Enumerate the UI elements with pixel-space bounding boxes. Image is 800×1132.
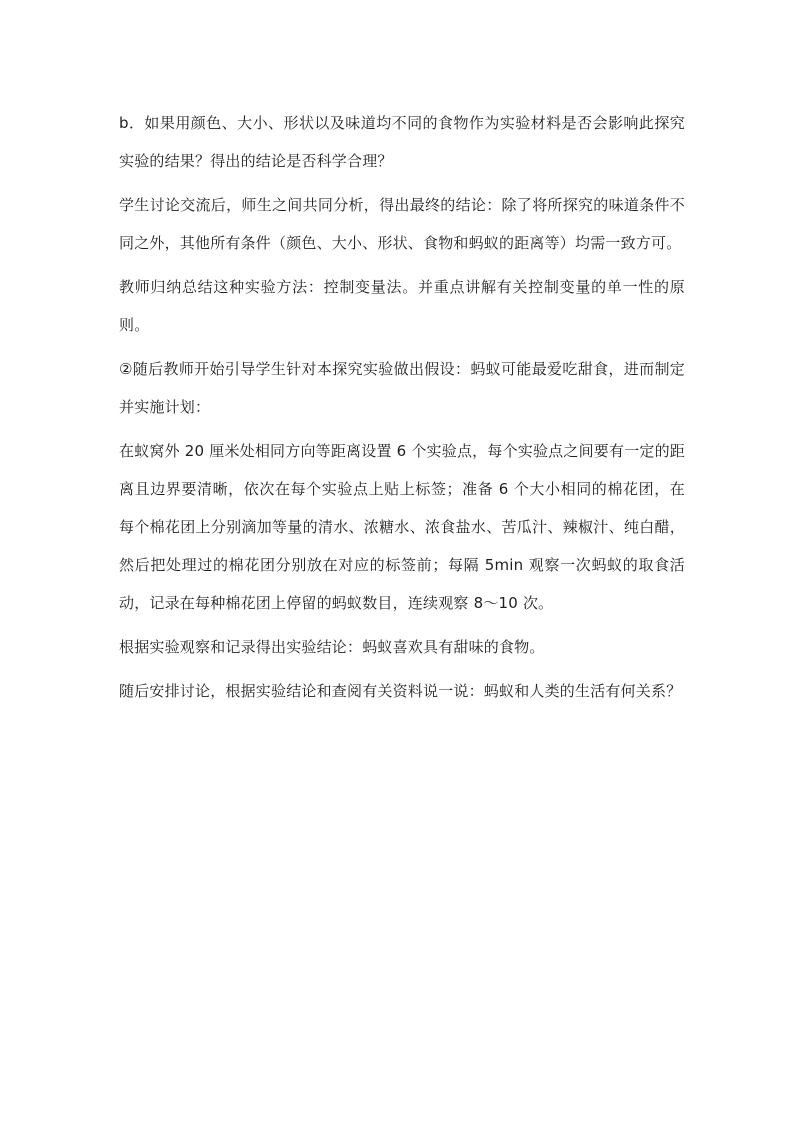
document-body <box>119 104 685 716</box>
paragraph-control-variable: 教师归纳总结这种实验方法：控制变量法。并重点讲解有关控制变量的单一性的原则。 <box>119 278 685 334</box>
paragraph-follow-up-discussion: 随后安排讨论，根据实验结论和查阅有关资料说一说：蚂蚁和人类的生活有何关系？ <box>119 682 682 700</box>
paragraph-discussion-conclusion: 学生讨论交流后，师生之间共同分析，得出最终的结论：除了将所探究的味道条件不同之外，其他所有条件（颜色、大小、形状、食物和蚂蚁的距离等）均需一致方可。 <box>119 196 685 252</box>
paragraph-experiment-procedure: 在蚁窝外 20 厘米处相同方向等距离设置 6 个实验点，每个实验点之间要有一定的距离且边界要清晰，依次在每个实验点上贴上标签；准备 6 个大小相同的棉花团，在每个棉花团上分别滴加等量的清水、浓糖水、浓食盐水、苦瓜汁、辣椒汁、纯白醋，然后把处理过的棉花团分别放在对应的标签前；每隔 5min 观察一次蚂蚁的取食活动，记录在每种棉花团上停留的蚂蚁数目，连续观察 8～10 次。 <box>119 442 685 612</box>
paragraph-hypothesis: ②随后教师开始引导学生针对本探究实验做出假设：蚂蚁可能最爱吃甜食，进而制定并实施计划： <box>119 360 685 416</box>
paragraph-question-b: b．如果用颜色、大小、形状以及味道均不同的食物作为实验材料是否会影响此探究实验的结果？得出的结论是否科学合理？ <box>119 114 685 170</box>
paragraph-experiment-result: 根据实验观察和记录得出实验结论：蚂蚁喜欢具有甜味的食物。 <box>119 638 545 656</box>
